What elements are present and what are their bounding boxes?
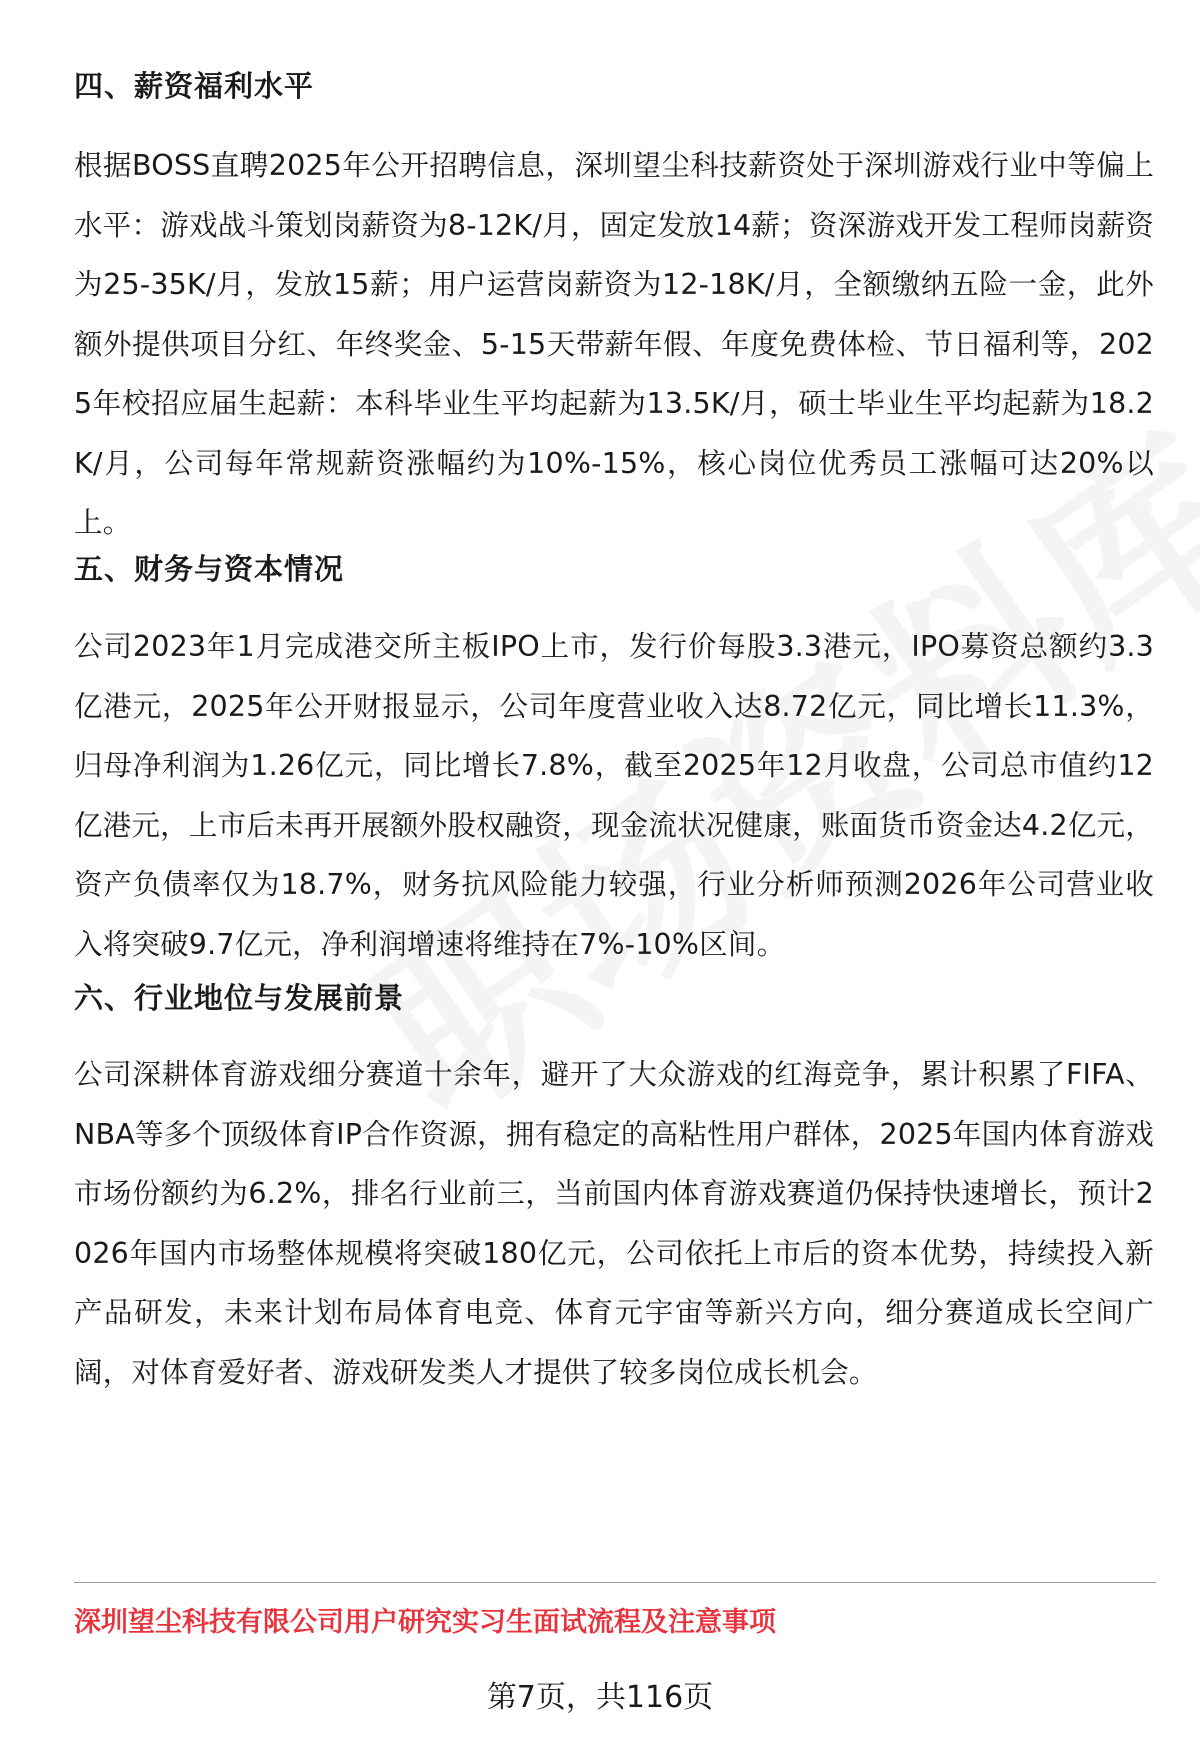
section-body-salary: 根据BOSS直聘2025年公开招聘信息，深圳望尘科技薪资处于深圳游戏行业中等偏上水平：游戏战斗策划岗薪资为8-12K/月，固定发放14薪；资深游戏开发工程师岗薪资为25-35K/月，发放15薪；用户运营岗薪资为12-18K/月，全额缴纳五险一金，此外额外提供项目分红、年终奖金、5-15天带薪年假、年度免费体检、节日福利等，2025年校招应届生起薪：本科毕业生平均起薪为13.5K/月，硕士毕业生平均起薪为18.2K/月，公司每年常规薪资涨幅约为10%-15%，核心岗位优秀员工涨幅可达20%以上。: [74, 149, 1154, 539]
section-heading-industry: 六、行业地位与发展前景: [74, 981, 405, 1015]
section-heading-finance: 五、财务与资本情况: [74, 552, 345, 586]
section-body-finance: 公司2023年1月完成港交所主板IPO上市，发行价每股3.3港元，IPO募资总额约3.3亿港元，2025年公开财报显示，公司年度营业收入达8.72亿元，同比增长11.3%，归母净利润为1.26亿元，同比增长7.8%，截至2025年12月收盘，公司总市值约12亿港元，上市后未再开展额外股权融资，现金流状况健康，账面货币资金达4.2亿元，资产负债率仅为18.7%，财务抗风险能力较强，行业分析师预测2026年公司营业收入将突破9.7亿元，净利润增速将维持在7%-10%区间。: [74, 630, 1154, 961]
footer-link-title[interactable]: 深圳望尘科技有限公司用户研究实习生面试流程及注意事项: [74, 1607, 776, 1638]
footer-divider: [74, 1582, 1156, 1583]
page-number: 第7页，共116页: [486, 1680, 714, 1715]
section-heading-salary: 四、薪资福利水平: [74, 69, 315, 103]
section-body-industry: 公司深耕体育游戏细分赛道十余年，避开了大众游戏的红海竞争，累计积累了FIFA、NBA等多个顶级体育IP合作资源，拥有稳定的高粘性用户群体，2025年国内体育游戏市场份额约为6.2%，排名行业前三，当前国内体育游戏赛道仍保持快速增长，预计2026年国内市场整体规模将突破180亿元，公司依托上市后的资本优势，持续投入新产品研发，未来计划布局体育电竞、体育元宇宙等新兴方向，细分赛道成长空间广阔，对体育爱好者、游戏研发类人才提供了较多岗位成长机会。: [74, 1058, 1154, 1389]
